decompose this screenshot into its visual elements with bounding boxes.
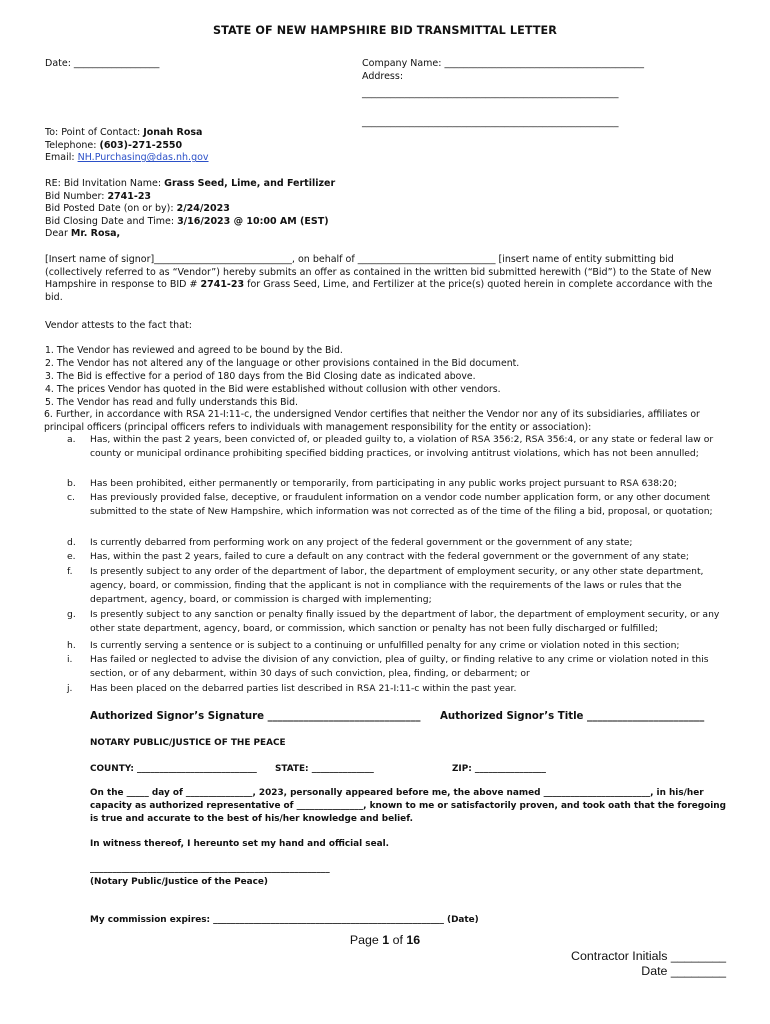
text-span: h. [67,640,76,651]
text-span: Page [349,933,379,947]
text-span: Has, within the past 2 years, failed to cure a default on any contract with the federal government or the government of any state; [90,551,689,562]
text-span: g. [67,609,76,620]
text-span: Has, within the past 2 years, been convicted of, or pleaded guilty to, a violation of RSA 356:2, RSA 356:4, or any state or federal law or county or municipal ordinance prohibiting specified bidding practices, or involving antitrust violations, which has not been annulled; [90,434,714,459]
list-item: 6. Further, in accordance with RSA 21-I:11-c, the undersigned Vendor certifies that neither the Vendor nor any of its subsidiaries, affiliates or principal officers (principal officers refers to individuals with management responsibility for the entity or association): [44,409,700,433]
text-span: Telephone: [45,139,97,151]
signor-title-field[interactable]: Authorized Signor’s Title _______________________ [440,711,705,722]
text-span: Jonah Rosa [143,127,203,138]
text-span: Mr. Rosa, [70,228,121,240]
lettered-item [67,433,727,461]
lettered-item [67,550,727,564]
bid-invitation-name [45,178,335,191]
text-span: Is presently subject to any order of the department of labor, the department of employment security, or any other state department, agency, board, or commission, finding that the applicant is not in compliance with the requirements of the laws or rules that the department, agency, board, or commission is charged with implementing; [90,566,704,605]
lettered-item [67,653,727,681]
text-span: j. [67,683,73,694]
text-span: 16 [406,933,421,947]
text-span: 2741-23 [107,190,152,202]
page-number [0,933,770,947]
notary-caption: (Notary Public/Justice of the Peace) [90,877,268,887]
telephone [45,140,209,153]
county-field[interactable]: COUNTY: ___________________________ [90,764,257,774]
text-span: Has previously provided false, deceptive, or fraudulent information on a vendor code number application form, or any other document submitted to the state of New Hampshire, which information was not corrected as of the time of the filing a bid, proposal, or quotation; [90,492,713,517]
text-span: of [392,933,403,947]
lettered-item [67,477,727,491]
lettered-item [67,565,727,606]
lettered-item [67,682,727,696]
bid-posted-date [45,203,335,216]
commission-expires-field[interactable]: My commission expires: ____________________________________________________ (Date) [90,915,479,925]
text-span: a. [67,434,76,445]
date-field[interactable]: Date: __________________ [45,58,160,69]
salutation [45,228,335,241]
lettered-item [67,536,727,550]
text-span: 2/24/2023 [176,203,230,215]
notary-statement: On the _____ day of _______________, 2023, personally appeared before me, the above named ________________________, in his/her capacity as authorized representative of _______________, known to me or satisfactorily proven, and took oath that the foregoing is true and accurate to the best of his/her knowledge and belief. [90,788,726,824]
text-span: i. [67,654,73,665]
text-span: Bid Number: [45,190,105,202]
text-span: Is currently serving a sentence or is subject to a continuing or unfulfilled penalty for any crime or violation noted in this section; [90,640,680,651]
text-span: Has been placed on the debarred parties list described in RSA 21-I:11-c within the past year. [90,683,517,694]
re-block [45,178,335,241]
state-field[interactable]: STATE: ______________ [275,764,374,774]
zip-field[interactable]: ZIP: ________________ [452,764,546,774]
notary-heading: NOTARY PUBLIC/JUSTICE OF THE PEACE [90,738,286,748]
text-span: 3/16/2023 @ 10:00 AM (EST) [177,215,329,227]
text-span: Grass Seed, Lime, and Fertilizer [164,178,336,189]
point-of-contact [45,127,209,140]
text-span: b. [67,478,76,489]
email-link[interactable]: NH.Purchasing@das.nh.gov [77,152,209,164]
list-item: 3. The Bid is effective for a period of 180 days from the Bid Closing date as indicated above. [45,371,476,382]
text-span: c. [67,492,75,503]
text-span: d. [67,537,76,548]
attest-heading: Vendor attests to the fact that: [45,320,192,331]
list-item: 1. The Vendor has reviewed and agreed to be bound by the Bid. [45,345,343,356]
text-span: 2741-23 [200,279,245,291]
signature-field[interactable]: Authorized Signor’s Signature ______________________________ [90,711,421,722]
text-span: Is currently debarred from performing work on any project of the federal government or the government of any state; [90,537,633,548]
footer-date-field[interactable]: Date ________ [641,964,726,978]
contractor-initials-field[interactable]: Contractor Initials ________ [571,949,726,963]
witness-statement: In witness thereof, I hereunto set my hand and official seal. [90,839,389,849]
address-line-2[interactable]: ______________________________________________________ [362,117,619,128]
company-name-field[interactable]: Company Name: __________________________________________ [362,58,644,69]
list-item: 2. The Vendor has not altered any of the language or other provisions contained in the Bid document. [45,358,520,369]
list-item: 5. The Vendor has read and fully understands this Bid. [45,397,298,408]
text-span: RE: Bid Invitation Name: [45,178,162,189]
text-span: f. [67,566,73,577]
email [45,152,209,165]
contact-block [45,127,209,165]
lettered-item [67,608,727,636]
lettered-item [67,491,727,519]
document-title: STATE OF NEW HAMPSHIRE BID TRANSMITTAL LETTER [212,24,558,37]
address-line-1[interactable]: ______________________________________________________ [362,88,619,99]
text-span: e. [67,551,76,562]
text-span: Bid Closing Date and Time: [45,215,175,227]
address-label: Address: [362,71,404,82]
text-span: (603)-271-2550 [99,139,183,151]
intro-paragraph [45,254,730,304]
bid-number [45,191,335,204]
text-span: [Insert name of signor]_____________________________, on behalf of _____________________________ [insert name of entity submitting bid (collectively referred to as “Vendor”) hereby submits an offer as contained in the written bid submitted herewith (“Bid”) to the State of New Hampshire in response to BID # [45,254,712,291]
lettered-item [67,639,727,653]
bid-closing-date [45,216,335,229]
text-span: Has been prohibited, either permanently or temporarily, from participating in any public works project pursuant to RSA 638:20; [90,478,677,489]
text-span: Bid Posted Date (on or by): [45,203,174,215]
list-item: 4. The prices Vendor has quoted in the Bid were established without collusion with other vendors. [45,384,501,395]
text-span: Email: [45,152,75,164]
text-span: To: Point of Contact: [45,127,141,138]
text-span: Is presently subject to any sanction or penalty finally issued by the department of labor, the department of employment security, or any other state department, agency, board, or commission, which sanction or penalty has not been fully discharged or fulfilled; [90,609,720,634]
notary-signature-line[interactable]: ______________________________________________________ [90,864,330,874]
text-span: 1 [382,933,390,947]
text-span: Has failed or neglected to advise the division of any conviction, plea of guilty, or finding relative to any crime or violation noted in this section, or of any debarment, within 30 days of such conviction, plea, finding, or debarment; or [90,654,709,679]
text-span: for Grass Seed, Lime, and Fertilizer at the price(s) quoted herein in complete accordance with the bid. [45,279,713,303]
text-span: Dear [45,228,68,240]
